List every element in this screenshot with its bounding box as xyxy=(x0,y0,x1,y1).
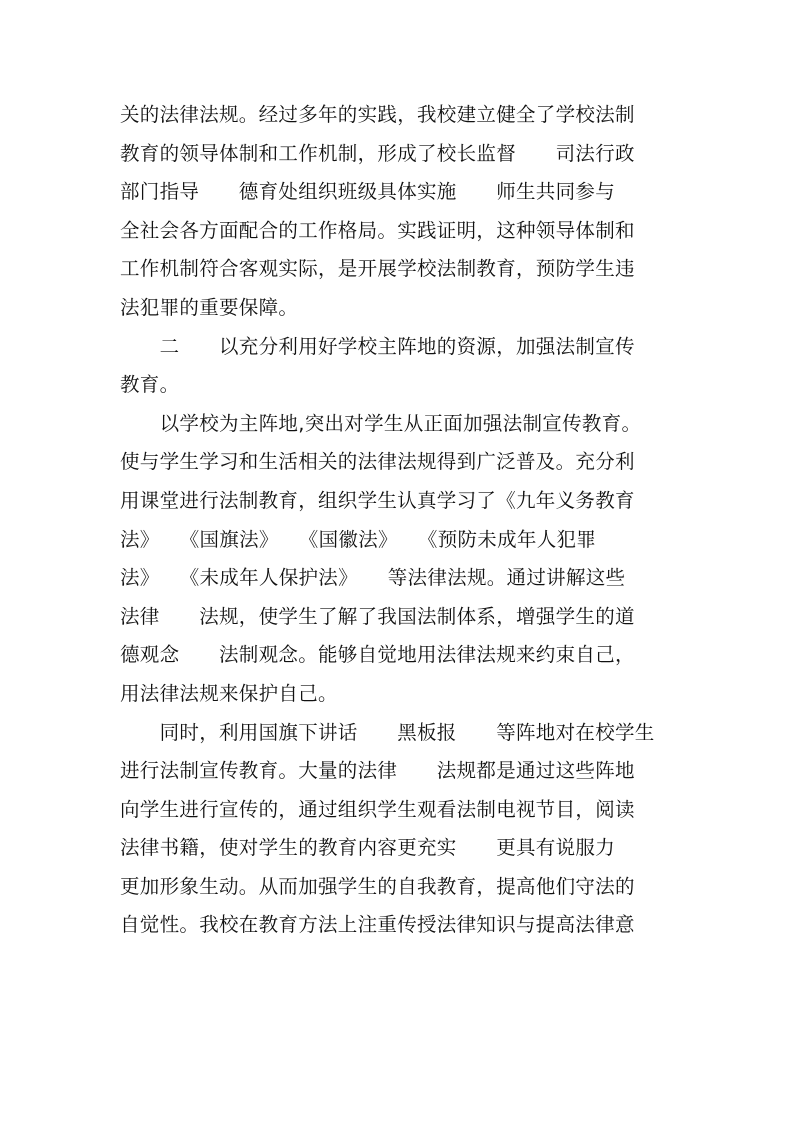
text-line: 法》 《未成年人保护法》 等法律法规。通过讲解这些 xyxy=(120,566,626,590)
text-line: 自觉性。我校在教育方法上注重传授法律知识与提高法律意 xyxy=(120,913,635,937)
text-line: 用课堂进行法制教育，组织学生认真学习了《九年义务教育 xyxy=(120,488,635,512)
body-text xyxy=(120,96,675,945)
text-line: 法律书籍，使对学生的教育内容更充实 更具有说服力 xyxy=(120,836,616,860)
text-line: 更加形象生动。从而加强学生的自我教育，提高他们守法的 xyxy=(120,874,635,898)
text-line: 法律 法规，使学生了解了我国法制体系，增强学生的道 xyxy=(120,604,635,628)
text-line: 德观念 法制观念。能够自觉地用法律法规来约束自己， xyxy=(120,643,635,667)
text-line: 关的法律法规。经过多年的实践，我校建立健全了学校法制 xyxy=(120,103,635,126)
section-heading-line: 二 以充分利用好学校主阵地的资源，加强法制宣传 xyxy=(120,334,635,358)
text-line: 全社会各方面配合的工作格局。实践证明，这种领导体制和 xyxy=(120,218,635,242)
text-line: 用法律法规来保护自己。 xyxy=(120,681,338,705)
section-heading-line: 教育。 xyxy=(120,373,180,397)
text-line: 法犯罪的重要保障。 xyxy=(120,295,299,319)
text-line: 以学校为主阵地,突出对学生从正面加强法制宣传教育。 xyxy=(120,411,642,435)
text-line: 使与学生学习和生活相关的法律法规得到广泛普及。充分利 xyxy=(120,450,635,474)
text-line: 向学生进行宣传的，通过组织学生观看法制电视节目，阅读 xyxy=(120,797,635,821)
text-line: 工作机制符合客观实际，是开展学校法制教育，预防学生违 xyxy=(120,257,635,281)
text-line: 法》 《国旗法》 《国徽法》 《预防未成年人犯罪 xyxy=(120,527,597,551)
text-line: 教育的领导体制和工作机制，形成了校长监督 司法行政 xyxy=(120,141,635,165)
text-line: 进行法制宣传教育。大量的法律 法规都是通过这些阵地 xyxy=(120,759,635,783)
text-line: 同时，利用国旗下讲话 黑板报 等阵地对在校学生 xyxy=(120,720,655,744)
text-line: 部门指导 德育处组织班级具体实施 师生共同参与 xyxy=(120,180,616,204)
